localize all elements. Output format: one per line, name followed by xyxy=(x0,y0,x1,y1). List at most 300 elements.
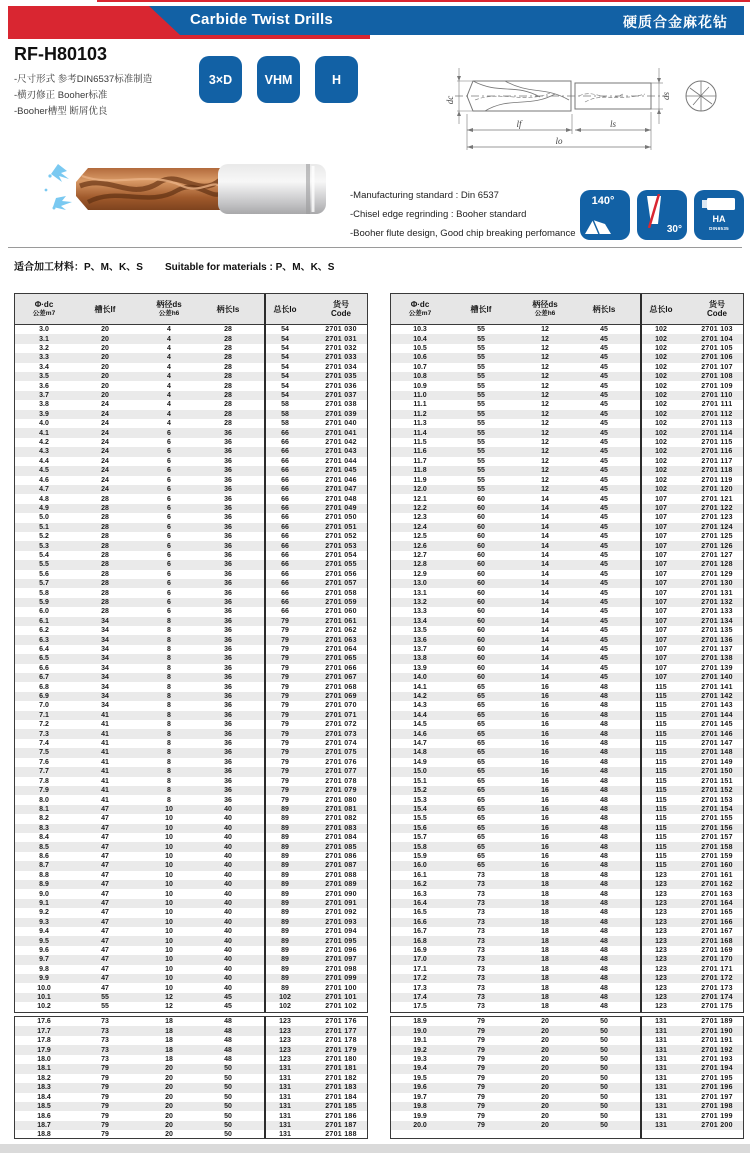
table-cell: 48 xyxy=(600,965,608,973)
table-cell: 115 xyxy=(655,749,667,757)
table-cell: 36 xyxy=(224,796,232,804)
table-cell: 115 xyxy=(655,693,667,701)
cell-code: 2701 030 xyxy=(325,326,357,334)
table-cell: 102 xyxy=(655,401,667,409)
table-cell: 48 xyxy=(600,805,608,813)
cell-diameter: 7.2 xyxy=(39,721,49,729)
table-cell: 36 xyxy=(224,495,232,503)
cell-diameter: 8.7 xyxy=(39,862,49,870)
cell-diameter: 16.7 xyxy=(413,928,427,936)
dim-label-dc: dc xyxy=(445,95,455,105)
cell-diameter: 7.8 xyxy=(39,777,49,785)
table-cell: 65 xyxy=(477,721,485,729)
table-cell: 28 xyxy=(101,580,109,588)
table-cell: 36 xyxy=(224,457,232,465)
table-cell: 12 xyxy=(541,354,549,362)
cell-code: 2701 130 xyxy=(701,580,733,588)
cell-diameter: 8.0 xyxy=(39,796,49,804)
table-cell: 65 xyxy=(477,805,485,813)
table-cell: 73 xyxy=(101,1018,109,1026)
table-cell: 8 xyxy=(167,787,171,795)
table-cell: 10 xyxy=(165,824,173,832)
table-row xyxy=(391,852,743,861)
table-cell: 60 xyxy=(477,533,485,541)
table-row xyxy=(15,381,367,390)
table-cell: 66 xyxy=(281,476,289,484)
cell-diameter: 17.4 xyxy=(413,994,427,1002)
feature-manufacturing-standard: -Manufacturing standard : Din 6537 xyxy=(350,190,499,201)
table-cell: 16 xyxy=(541,805,549,813)
cell-diameter: 19.5 xyxy=(413,1074,427,1082)
cell-code: 2701 086 xyxy=(325,852,357,860)
table-cell: 115 xyxy=(655,711,667,719)
table-cell: 36 xyxy=(224,439,232,447)
table-cell: 131 xyxy=(655,1084,667,1092)
cell-diameter: 19.3 xyxy=(413,1055,427,1063)
table-cell: 16 xyxy=(541,796,549,804)
table-cell: 79 xyxy=(101,1103,109,1111)
cell-code: 2701 133 xyxy=(701,608,733,616)
table-cell: 18 xyxy=(541,890,549,898)
table-cell: 8 xyxy=(167,636,171,644)
table-cell: 28 xyxy=(224,420,232,428)
table-cell: 20 xyxy=(165,1122,173,1130)
table-cell: 48 xyxy=(600,683,608,691)
table-cell: 102 xyxy=(279,1003,291,1011)
cell-code: 2701 107 xyxy=(701,363,733,371)
cell-diameter: 4.5 xyxy=(39,467,49,475)
table-cell: 34 xyxy=(101,702,109,710)
table-row xyxy=(391,334,743,343)
table-cell: 50 xyxy=(600,1065,608,1073)
table-cell: 50 xyxy=(600,1018,608,1026)
table-cell: 24 xyxy=(101,410,109,418)
table-cell: 16 xyxy=(541,758,549,766)
cell-code: 2701 063 xyxy=(325,636,357,644)
cell-diameter: 15.4 xyxy=(413,805,427,813)
table-cell: 107 xyxy=(655,542,667,550)
cell-diameter: 12.7 xyxy=(413,551,427,559)
table-cell: 36 xyxy=(224,429,232,437)
table-row xyxy=(391,955,743,964)
cell-code: 2701 141 xyxy=(701,683,733,691)
table-cell: 10 xyxy=(165,928,173,936)
table-cell: 107 xyxy=(655,617,667,625)
table-cell: 12 xyxy=(541,439,549,447)
table-cell: 36 xyxy=(224,758,232,766)
table-cell: 36 xyxy=(224,448,232,456)
table-cell: 20 xyxy=(165,1074,173,1082)
table-cell: 65 xyxy=(477,843,485,851)
cell-diameter: 6.3 xyxy=(39,636,49,644)
table-cell: 48 xyxy=(600,862,608,870)
table-cell: 41 xyxy=(101,777,109,785)
cell-code: 2701 178 xyxy=(325,1037,357,1045)
table-cell: 107 xyxy=(655,636,667,644)
table-row xyxy=(391,871,743,880)
cell-code: 2701 149 xyxy=(701,758,733,766)
table-cell: 102 xyxy=(655,457,667,465)
top-accent-line xyxy=(97,0,750,2)
table-cell: 131 xyxy=(655,1046,667,1054)
table-row xyxy=(391,466,743,475)
table-cell: 36 xyxy=(224,533,232,541)
table-cell: 45 xyxy=(600,495,608,503)
code-column-border xyxy=(640,294,642,1012)
table-cell: 6 xyxy=(167,551,171,559)
table-cell: 6 xyxy=(167,589,171,597)
table-cell: 115 xyxy=(655,796,667,804)
table-cell: 79 xyxy=(101,1084,109,1092)
table-cell: 60 xyxy=(477,523,485,531)
table-cell: 20 xyxy=(541,1065,549,1073)
table-cell: 20 xyxy=(541,1093,549,1101)
table-cell: 79 xyxy=(477,1018,485,1026)
table-cell: 50 xyxy=(600,1027,608,1035)
table-cell: 8 xyxy=(167,683,171,691)
table-cell: 36 xyxy=(224,580,232,588)
cell-code: 2701 126 xyxy=(701,542,733,550)
cell-diameter: 11.3 xyxy=(413,420,427,428)
table-cell: 102 xyxy=(655,363,667,371)
table-cell: 8 xyxy=(167,655,171,663)
table-cell: 79 xyxy=(477,1122,485,1130)
table-cell: 6 xyxy=(167,495,171,503)
cell-diameter: 16.2 xyxy=(413,881,427,889)
table-cell: 50 xyxy=(224,1084,232,1092)
cell-diameter: 3.7 xyxy=(39,392,49,400)
table-cell: 14 xyxy=(541,617,549,625)
table-cell: 28 xyxy=(101,608,109,616)
table-cell: 47 xyxy=(101,984,109,992)
table-row xyxy=(391,363,743,372)
table-cell: 8 xyxy=(167,646,171,654)
table-cell: 12 xyxy=(541,486,549,494)
cell-code: 2701 121 xyxy=(701,495,733,503)
table-cell: 24 xyxy=(101,476,109,484)
cell-code: 2701 171 xyxy=(701,965,733,973)
table-row xyxy=(15,476,367,485)
cell-diameter: 10.7 xyxy=(413,363,427,371)
table-cell: 24 xyxy=(101,401,109,409)
cell-code: 2701 101 xyxy=(325,994,357,1002)
table-cell: 107 xyxy=(655,674,667,682)
table-cell: 107 xyxy=(655,514,667,522)
table-cell: 60 xyxy=(477,514,485,522)
table-cell: 79 xyxy=(281,730,289,738)
cell-code: 2701 194 xyxy=(701,1065,733,1073)
table-row xyxy=(391,1045,743,1054)
table-cell: 123 xyxy=(655,899,667,907)
table-cell: 60 xyxy=(477,580,485,588)
cell-code: 2701 095 xyxy=(325,937,357,945)
table-cell: 20 xyxy=(541,1084,549,1092)
table-cell: 18 xyxy=(541,909,549,917)
cell-code: 2701 200 xyxy=(701,1122,733,1130)
table-cell: 102 xyxy=(655,439,667,447)
table-cell: 12 xyxy=(541,345,549,353)
cell-diameter: 18.1 xyxy=(37,1065,51,1073)
table-cell: 14 xyxy=(541,570,549,578)
table-row xyxy=(15,965,367,974)
table-row xyxy=(15,889,367,898)
table-cell: 8 xyxy=(167,777,171,785)
table-row xyxy=(391,588,743,597)
table-cell: 123 xyxy=(279,1018,291,1026)
cell-code: 2701 136 xyxy=(701,636,733,644)
cell-code: 2701 082 xyxy=(325,815,357,823)
dim-label-ds: ds xyxy=(661,91,671,101)
table-cell: 28 xyxy=(224,401,232,409)
product-model: RF-H80103 xyxy=(14,44,108,64)
cell-code: 2701 159 xyxy=(701,852,733,860)
table-cell: 4 xyxy=(167,401,171,409)
table-row xyxy=(391,720,743,729)
table-row xyxy=(15,325,367,334)
cell-diameter: 13.8 xyxy=(413,655,427,663)
table-cell: 47 xyxy=(101,928,109,936)
table-cell: 79 xyxy=(477,1074,485,1082)
table-cell: 79 xyxy=(101,1131,109,1139)
table-cell: 14 xyxy=(541,674,549,682)
table-cell: 14 xyxy=(541,580,549,588)
cell-diameter: 12.5 xyxy=(413,533,427,541)
table-cell: 89 xyxy=(281,918,289,926)
table-cell: 115 xyxy=(655,805,667,813)
table-row xyxy=(391,795,743,804)
cell-code: 2701 180 xyxy=(325,1055,357,1063)
table-cell: 41 xyxy=(101,787,109,795)
table-row xyxy=(15,767,367,776)
table-cell: 60 xyxy=(477,589,485,597)
table-cell: 50 xyxy=(600,1093,608,1101)
cell-code: 2701 042 xyxy=(325,439,357,447)
table-cell: 89 xyxy=(281,890,289,898)
col-header-lo: 总长lo xyxy=(649,304,673,314)
cell-code: 2701 081 xyxy=(325,805,357,813)
cell-diameter: 5.7 xyxy=(39,580,49,588)
table-cell: 18 xyxy=(541,1003,549,1011)
table-row xyxy=(391,607,743,616)
cell-diameter: 3.6 xyxy=(39,382,49,390)
table-cell: 16 xyxy=(541,815,549,823)
table-cell: 65 xyxy=(477,796,485,804)
table-cell: 79 xyxy=(101,1112,109,1120)
cell-diameter: 14.2 xyxy=(413,693,427,701)
table-row xyxy=(15,654,367,663)
table-cell: 18 xyxy=(541,918,549,926)
table-cell: 28 xyxy=(224,373,232,381)
table-cell: 73 xyxy=(477,947,485,955)
table-cell: 79 xyxy=(281,702,289,710)
table-cell: 55 xyxy=(477,439,485,447)
table-cell: 48 xyxy=(600,871,608,879)
table-cell: 10 xyxy=(165,918,173,926)
table-row xyxy=(15,466,367,475)
table-cell: 131 xyxy=(655,1103,667,1111)
table-cell: 55 xyxy=(477,354,485,362)
table-cell: 65 xyxy=(477,862,485,870)
cell-code: 2701 115 xyxy=(701,439,733,447)
table-cell: 89 xyxy=(281,862,289,870)
cell-code: 2701 043 xyxy=(325,448,357,456)
cell-diameter: 19.2 xyxy=(413,1046,427,1054)
table-row xyxy=(15,955,367,964)
table-cell: 45 xyxy=(600,664,608,672)
table-cell: 47 xyxy=(101,871,109,879)
table-row xyxy=(15,711,367,720)
cell-diameter: 13.2 xyxy=(413,598,427,606)
cell-diameter: 14.0 xyxy=(413,674,427,682)
cell-code: 2701 177 xyxy=(325,1027,357,1035)
table-cell: 4 xyxy=(167,420,171,428)
table-cell: 6 xyxy=(167,542,171,550)
table-cell: 18 xyxy=(541,871,549,879)
cell-code: 2701 123 xyxy=(701,514,733,522)
table-row xyxy=(391,626,743,635)
table-row xyxy=(15,560,367,569)
cell-code: 2701 083 xyxy=(325,824,357,832)
cell-diameter: 13.5 xyxy=(413,627,427,635)
table-cell: 6 xyxy=(167,439,171,447)
table-cell: 36 xyxy=(224,476,232,484)
table-cell: 12 xyxy=(541,429,549,437)
table-row xyxy=(391,1083,743,1092)
table-cell: 40 xyxy=(224,881,232,889)
page-footer-strip xyxy=(0,1144,750,1153)
table-cell: 79 xyxy=(281,693,289,701)
table-cell: 50 xyxy=(224,1065,232,1073)
table-cell: 14 xyxy=(541,533,549,541)
table-row xyxy=(391,391,743,400)
table-cell: 47 xyxy=(101,965,109,973)
table-cell: 60 xyxy=(477,674,485,682)
cell-code: 2701 040 xyxy=(325,420,357,428)
table-cell: 65 xyxy=(477,777,485,785)
col-header-lo: 总长lo xyxy=(273,304,297,314)
table-cell: 73 xyxy=(477,899,485,907)
cell-diameter: 6.1 xyxy=(39,617,49,625)
table-row xyxy=(15,1130,367,1139)
cell-diameter: 5.0 xyxy=(39,514,49,522)
table-cell: 45 xyxy=(600,448,608,456)
table-cell: 4 xyxy=(167,354,171,362)
table-row xyxy=(15,946,367,955)
table-cell: 58 xyxy=(281,410,289,418)
table-cell: 66 xyxy=(281,589,289,597)
table-cell: 36 xyxy=(224,636,232,644)
table-cell: 48 xyxy=(600,956,608,964)
table-row xyxy=(15,1064,367,1073)
table-cell: 45 xyxy=(600,429,608,437)
table-cell: 123 xyxy=(655,965,667,973)
spec-table-top-left xyxy=(14,293,368,1013)
table-cell: 54 xyxy=(281,373,289,381)
table-cell: 8 xyxy=(167,702,171,710)
table-cell: 36 xyxy=(224,740,232,748)
cell-diameter: 10.8 xyxy=(413,373,427,381)
cell-code: 2701 156 xyxy=(701,824,733,832)
table-cell: 55 xyxy=(477,363,485,371)
table-cell: 107 xyxy=(655,570,667,578)
table-cell: 36 xyxy=(224,551,232,559)
table-cell: 45 xyxy=(600,674,608,682)
cell-code: 2701 103 xyxy=(701,326,733,334)
table-cell: 66 xyxy=(281,570,289,578)
cell-diameter: 16.0 xyxy=(413,862,427,870)
cell-code: 2701 094 xyxy=(325,928,357,936)
table-cell: 65 xyxy=(477,730,485,738)
table-cell: 107 xyxy=(655,589,667,597)
table-row xyxy=(391,946,743,955)
table-cell: 8 xyxy=(167,693,171,701)
table-cell: 47 xyxy=(101,834,109,842)
cell-diameter: 7.6 xyxy=(39,758,49,766)
table-cell: 58 xyxy=(281,420,289,428)
table-cell: 48 xyxy=(600,730,608,738)
table-cell: 131 xyxy=(655,1065,667,1073)
table-cell: 115 xyxy=(655,777,667,785)
table-cell: 28 xyxy=(101,523,109,531)
table-cell: 48 xyxy=(600,890,608,898)
cell-diameter: 15.8 xyxy=(413,843,427,851)
badge-3xd: 3×D xyxy=(199,56,242,103)
helix-angle-label: 30° xyxy=(666,224,682,235)
header-red-underline xyxy=(8,35,370,39)
table-cell: 28 xyxy=(224,382,232,390)
cell-diameter: 11.2 xyxy=(413,410,427,418)
badge-group xyxy=(199,56,358,103)
table-cell: 45 xyxy=(600,439,608,447)
cell-code: 2701 044 xyxy=(325,457,357,465)
cell-diameter: 9.9 xyxy=(39,975,49,983)
table-cell: 18 xyxy=(165,1037,173,1045)
cell-code: 2701 097 xyxy=(325,956,357,964)
table-cell: 48 xyxy=(224,1027,232,1035)
cell-code: 2701 066 xyxy=(325,664,357,672)
cell-diameter: 11.0 xyxy=(413,392,427,400)
cell-diameter: 3.8 xyxy=(39,401,49,409)
cell-diameter: 14.8 xyxy=(413,749,427,757)
table-cell: 79 xyxy=(477,1093,485,1101)
table-cell: 36 xyxy=(224,721,232,729)
cell-code: 2701 151 xyxy=(701,777,733,785)
table-cell: 50 xyxy=(600,1112,608,1120)
cell-diameter: 5.3 xyxy=(39,542,49,550)
table-row xyxy=(15,419,367,428)
table-cell: 79 xyxy=(281,749,289,757)
table-row xyxy=(391,381,743,390)
table-cell: 48 xyxy=(224,1055,232,1063)
cell-diameter: 7.1 xyxy=(39,711,49,719)
cell-code: 2701 055 xyxy=(325,561,357,569)
table-cell: 8 xyxy=(167,768,171,776)
cell-code: 2701 108 xyxy=(701,373,733,381)
table-cell: 79 xyxy=(281,683,289,691)
cell-diameter: 6.7 xyxy=(39,674,49,682)
table-cell: 4 xyxy=(167,326,171,334)
table-cell: 60 xyxy=(477,608,485,616)
table-cell: 48 xyxy=(600,937,608,945)
table-cell: 79 xyxy=(477,1055,485,1063)
table-row xyxy=(15,579,367,588)
cell-diameter: 5.2 xyxy=(39,533,49,541)
table-cell: 60 xyxy=(477,627,485,635)
table-cell: 131 xyxy=(279,1084,291,1092)
table-row xyxy=(15,645,367,654)
cell-code: 2701 075 xyxy=(325,749,357,757)
table-cell: 50 xyxy=(600,1074,608,1082)
